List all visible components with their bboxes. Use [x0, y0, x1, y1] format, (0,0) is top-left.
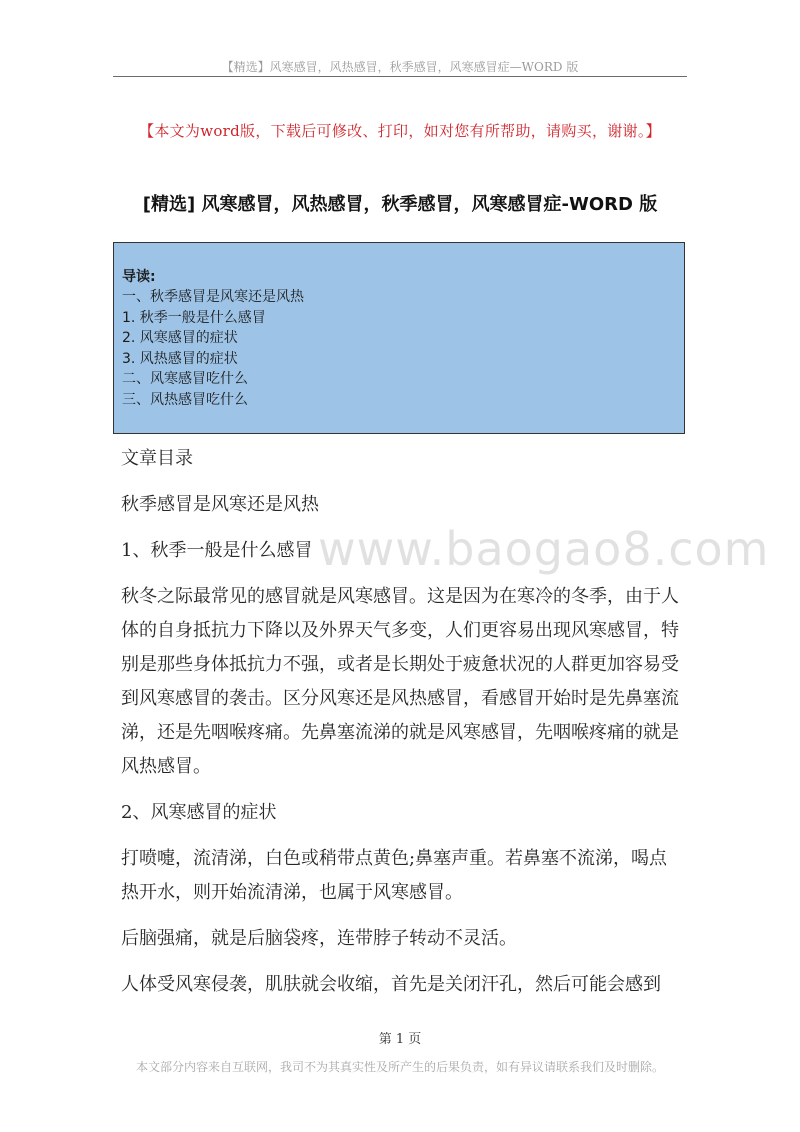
guide-item: 2. 风寒感冒的症状 — [122, 330, 238, 346]
paragraph-1: 秋冬之际最常见的感冒就是风寒感冒。这是因为在寒冷的冬季，由于人体的自身抵抗力下降以及外界天气多变，人们更容易出现风寒感冒，特别是那些身体抵抗力不强，或者是长期处于疲惫状况的人群更加容易受到风寒感冒的袭击。区分风寒还是风热感冒，看感冒开始时是先鼻塞流涕，还是先咽喉疼痛。先鼻塞流涕的就是风寒感冒，先咽喉疼痛的就是风热感冒。 — [121, 586, 679, 777]
paragraph-4: 人体受风寒侵袭，肌肤就会收缩，首先是关闭汗孔，然后可能会感到 — [121, 974, 661, 995]
watermark: www.baogao8.com — [318, 522, 770, 576]
subheading-1: 1、秋季一般是什么感冒 — [121, 540, 313, 561]
subheading-2: 2、风寒感冒的症状 — [121, 802, 277, 823]
paragraph-3: 后脑强痛，就是后脑袋疼，连带脖子转动不灵活。 — [121, 928, 517, 949]
guide-item: 1. 秋季一般是什么感冒 — [122, 309, 266, 326]
guide-item: 一、秋季感冒是风寒还是风热 — [122, 289, 304, 305]
toc-heading: 文章目录 — [121, 448, 193, 469]
page-header: 【精选】风寒感冒，风热感冒，秋季感冒，风寒感冒症—WORD 版 — [221, 60, 579, 74]
guide-item: 3. 风热感冒的症状 — [122, 350, 238, 367]
guide-label: 导读: — [122, 269, 156, 285]
paragraph-2: 打喷嚏，流清涕，白色或稍带点黄色;鼻塞声重。若鼻塞不流涕，喝点热开水，则开始流清涕，也属于风寒感冒。 — [121, 848, 668, 903]
section-title: 秋季感冒是风寒还是风热 — [121, 494, 319, 515]
guide-box — [113, 242, 685, 434]
footer-disclaimer: 本文部分内容来自互联网，我司不为其真实性及所产生的后果负责，如有异议请联系我们及时删除。 — [135, 1060, 664, 1074]
document-title: [精选] 风寒感冒，风热感冒，秋季感冒，风寒感冒症-WORD 版 — [142, 194, 658, 215]
download-notice: 【本文为word版，下载后可修改、打印，如对您有所帮助，请购买，谢谢。】 — [139, 122, 661, 140]
guide-item: 三、风热感冒吃什么 — [122, 391, 248, 408]
header-divider — [113, 76, 687, 77]
page-number: 第 1 页 — [378, 1032, 422, 1047]
guide-item: 二、风寒感冒吃什么 — [122, 371, 248, 387]
